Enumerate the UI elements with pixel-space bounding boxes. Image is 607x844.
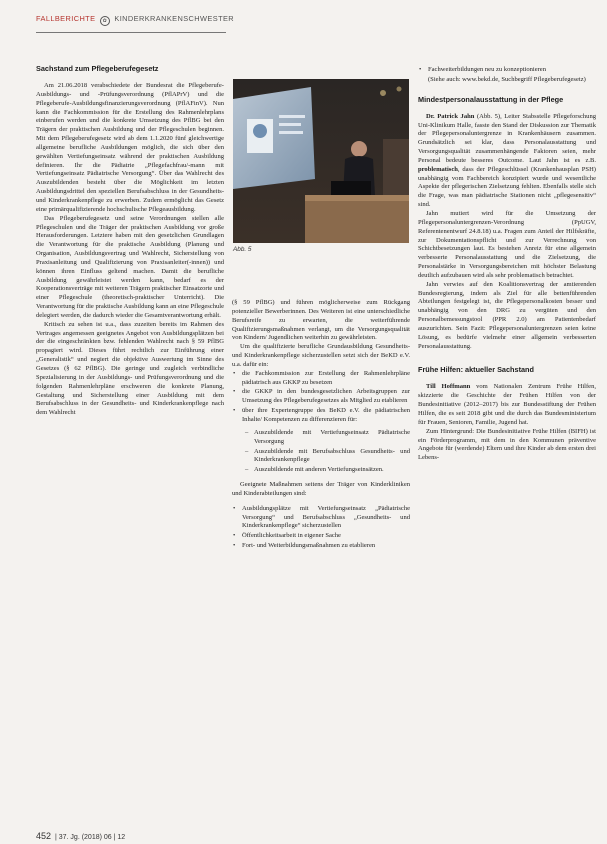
- list-item: • Ausbildungsplätze mit Vertiefungseinsatz „Pädiatrische Versorgung“ und Berufsabschluss „Gesundheits- und Kinderkrankenpflege“ sicherzustellen: [242, 505, 410, 532]
- speaker-at-podium-image: [233, 79, 409, 243]
- list-item: – Auszubildende mit anderen Vertiefungseinsätzen.: [254, 466, 410, 475]
- bullet-list: [232, 505, 410, 551]
- column-1: [36, 64, 224, 418]
- list-item: – Auszubildende mit Vertiefungseinsatz Pädiatrische Versorgung: [254, 429, 410, 447]
- paragraph: Um die qualifizierte berufliche Grundausbildung Gesundheits- und Kinderkrankenpflege sicherzustellen setzt sich der BeKD e.V. u.a. dafür ein:: [232, 343, 410, 368]
- author-name: Till Hoffmann: [426, 383, 471, 391]
- column-2: [232, 299, 410, 552]
- list-item: • über ihre Expertengruppe des BeKD e.V. die pädiatrischen Inhalte/ Kompetenzen zu differenzieren für:: [242, 407, 410, 425]
- bullet-list: [418, 66, 596, 75]
- paragraph: Zum Hintergrund: Die Bundesinitiative Frühe Hilfen (BIFH) ist ein Förderprogramm, mit dem in den Kommunen präventive Angebote für (werdende) Eltern und ihre Kinder ab dem ersten drei Lebens-: [418, 427, 596, 462]
- reference-note: (Siehe auch: www.bekd.de, Suchbegriff Pflegeberufegesetz): [428, 75, 586, 83]
- section-heading: Frühe Hilfen: aktueller Sachstand: [418, 365, 534, 375]
- page-footer: [36, 831, 125, 841]
- section-heading: Sachstand zum Pflegeberufegesetz: [36, 64, 159, 73]
- section-label: FALLBERICHTE: [36, 14, 96, 23]
- paragraph: Geeignete Maßnahmen seitens der Träger von Kinderkliniken und Kinderabteilungen sind:: [232, 481, 410, 497]
- paragraph: Jahn mutiert wird für die Umsetzung der Pflegepersonaluntergrenzen-Verordnung (PpUGV, Referentenentwurf 24.8.18) u.a. Fragen zum Anteil der Hilfskräfte, zur Dokumentationspflicht und zur Verrechnung von Schichtbesetzungen laut. Es bestehen Anreiz für eine allgemein verbesserte Personalausstattung und die Zielsetzung, die Personalstärke in Versorgungsbereichen mit höchster Belastung deutlich aufzubauen wird als sehr problematisch betrachtet.: [418, 209, 596, 279]
- list-item: – Auszubildende mit Berufsabschluss Gesundheits- und Kinderkrankenpflege: [254, 448, 410, 466]
- paragraph: (§ 59 PflBG) und führen möglicherweise zum Rückgang potenzieller Bewerberinnen. Des Weiteren ist eine unterschiedliche Berufsreife zu erwarten, die weiterführende Qualifizierungsmaßnahmen verlangt, um die Versorgungsqualität von Kindern/ Jugendlichen weiterhin zu gewährleisten.: [232, 299, 410, 342]
- list-item: • Öffentlichkeitsarbeit in eigener Sache: [242, 532, 410, 541]
- running-header: [36, 14, 234, 26]
- list-item: • die GKKP in den bundesgesetzlichen Arbeitsgruppen zur Umsetzung des Pflegeberufegesetzes als Mitglied zu etablieren: [242, 388, 410, 406]
- author-name: Dr. Patrick Jahn: [426, 112, 475, 120]
- paragraph: Till Hoffmann vom Nationalen Zentrum Frühe Hilfen, skizzierte die Geschichte der Frühen Hilfen von der Bundesinitiative (2012–2017) bis zur Bundesstiftung der Frühen Hilfen, die es seit 2018 gibt und die durch das Bundesministerium für Frauen, Senioren, Familie, Jugend hat.: [418, 383, 596, 426]
- dash-list: [232, 429, 410, 475]
- journal-logo-icon: ✿: [100, 16, 110, 26]
- list-item: • die Fachkommission zur Erstellung der Rahmenlehrpläne pädiatrisch aus GKKP zu besetzen: [242, 370, 410, 388]
- paragraph: Am 21.06.2018 verabschiedete der Bundesrat die Pflegeberufe-Ausbildungs- und -Prüfungsverordnung (PflAPrV) und die Pflegeberufe-Ausbildungsfinanzierungsverordnung (PflAFinV). Nun kann die Fachkommission für die Erstellung des Rahmenlehrplans einberufen werden und die konkrete Umsetzung des PflBG bei den Trägern der praktischen Ausbildung und der Pflegeschulen beginnen. Mit dem Pflegeberufegesetz wird ab dem 1.1.2020 fünf gleichwertige allgemeine berufliche Ausbildungen möglich, die sich über den gewählten Vertiefungseinsatz während der praktischen Ausbildung definieren. Ihr die Pädiatrie „Pflegefachfrau/-mann mit Vertiefungseinsatz Pädiatrische Versorgung“. Über das Wahlrecht des Auszubildenden besteht über die Möglichkeit im letzten Ausbildungsdrittel den speziellen Berufsabschluss in der Gesundheits- und Kinderkrankenpflege zu erwerben. Zudem ermöglicht das Gesetz eine primärqualifizierende hochschulische Pflegeausbildung.: [36, 82, 224, 213]
- page-number: 452: [36, 831, 52, 841]
- issue-info: | 37. Jg. (2018) 06 | 12: [54, 834, 126, 841]
- list-item: • Fort- und Weiterbildungsmaßnahmen zu etablieren: [242, 542, 410, 551]
- journal-title: KINDERKRANKENSCHWESTER: [114, 14, 235, 23]
- section-heading: Mindestpersonalausstattung in der Pflege: [418, 94, 564, 104]
- paragraph: Kritisch zu sehen ist u.a., dass zuzeiten bereits im Rahmen des Vertrages angemessen geeignetes Angebot von Ausbildungsplätzen bei der die eingeschränkten bzw. fehlenden Wahlrecht nach § 59 PflBG propagiert wird. Dieses führt rechtlich zur Einführung einer „Generalistik“ und negiert die objektive Auswertung im Sinne des Gesetzes (§ 62 PflBG). Die geringe und zugleich verbindliche Spezialisierung in der Ausbildungs- und Prüfungsverordnung und die folgenden Rahmenlehrpläne erschweren die konkrete Planung, Gestaltung und Sicherstellung einer Ausbildung mit dem Berufsabschluss in der Gesundheits- und Kinderkrankenpflege nach dem Wahlrecht: [36, 320, 224, 417]
- header-rule: [36, 32, 226, 33]
- paragraph: Das Pflegeberufegesetz und seine Verordnungen stellen alle Pflegeschulen und die Träger der praktischen Ausbildung vor große Herausforderungen. Letztere haben mit den gesetzlichen Grundlagen die Verantwortung für die praktische Ausbildung (Planung und Organisation, Ausbildungsvertrag und Wahlrecht, Sicherstellung von Praxisanleitung und Qualifizierung von Praxisanleiter(-innen)) und können ihren Einfluss geltend machen. Damit die berufliche Ausbildung gewährleistet werden kann, bedarf es der Kooperationsverträge mit weiteren Trägern praktischer Einsatzorte und einer Pflegeschule (theoretisch-praktischer Unterricht). Die Verantwortung für die praktische Ausbildung kann an eine Pflegeschule delegiert werden, die dadurch wieder die Gesamtverantwortung erhält.: [36, 214, 224, 319]
- conference-photo: [233, 79, 409, 243]
- paragraph: Dr. Patrick Jahn (Abb. 5), Leiter Stabsstelle Pflegeforschung Uni-Klinikum Halle, fasste den Stand der Diskussion zur Thematik der Pflegepersonaluntergrenze in Krankenhäusern zusammen. Grundsätzlich sei klar, dass Personalausstattung und Versorgungsqualität zusammenhängende Faktoren seien, mehr Personal bedeute besseres Outcome. Laut Jahn ist es z.B. problematisch, dass der Pflegeschlüssel (Krankenhausplan PSH) unabhängig vom Fachbereich konzipiert wurde und wesentliche Aspekte der pflegerischen Zielsetzung fehlten. Ebenfalls stelle sich die Frage, was man pädiatrische Stationen nicht „pflegesensitiv“ sind.: [418, 112, 597, 209]
- figure-caption: Abb. 5: [233, 246, 252, 253]
- bullet-list: [232, 370, 410, 425]
- list-item: • Fachweiterbildungen neu zu konzeptionieren: [428, 66, 596, 75]
- column-3: [418, 66, 596, 463]
- paragraph: Jahn verwies auf den Koalitionsvertrag der amtierenden Bundesregierung, indem als Ziel für alle bettenführenden Abteilungen festgelegt ist, die Pflegepersonalkosten besser und unabhängig von den DRG zu vergüten und den Personalbemessungstool (PPR 2.0) am Patientenbedarf auszurichten. Sein Fazit: Pflegepersonaluntergrenzen seien keine Lösung, es bedürfe vielmehr einer allgemein verbesserten Personalausstattung.: [418, 280, 596, 350]
